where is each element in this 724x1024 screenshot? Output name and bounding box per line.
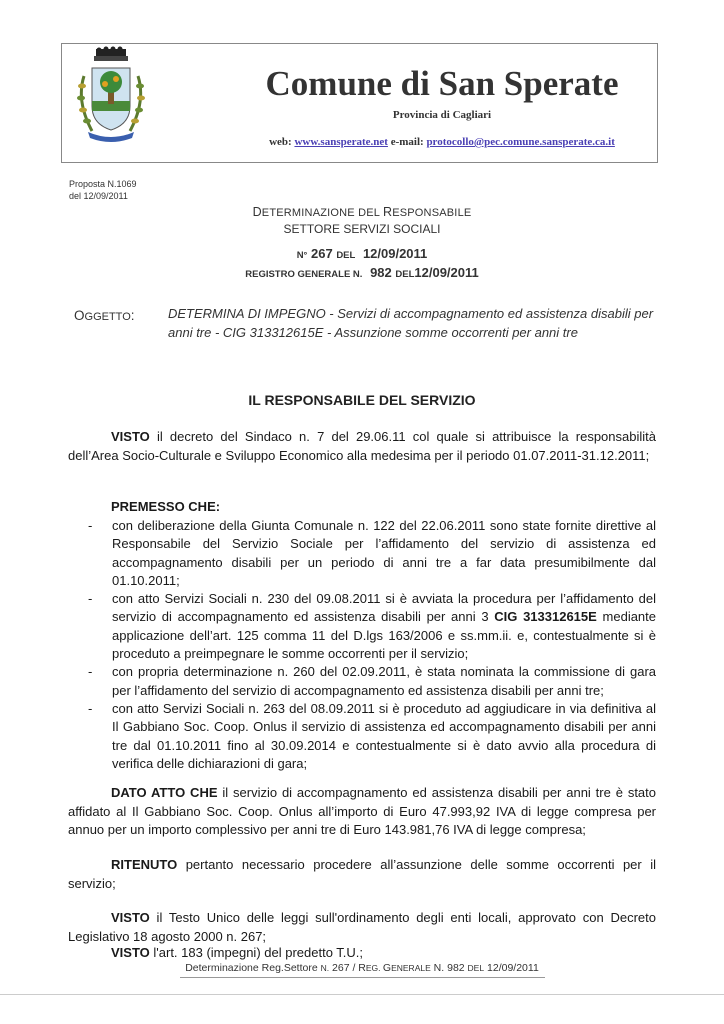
letterhead	[61, 43, 658, 163]
responsabile-heading: IL RESPONSABILE DEL SERVIZIO	[248, 392, 476, 408]
list-item-text: con propria determinazione n. 260 del 02.09.2011, è stata nominata la commissione di gara per l’affidamento del servizio di accompagnamento ed assistenza disabili per anni tre;	[112, 664, 656, 698]
oggetto-colon: :	[130, 308, 135, 323]
footer-part: N. 982	[430, 962, 468, 974]
list-item-text: con atto Servizi Sociali n. 263 del 08.09.2011 si è proceduto ad aggiudicare in via definitiva al Il Gabbiano Soc. Coop. Onlus il servizio di assistenza ed accompagnamento disabili per anni tre dal 01.10.2011 fino al 30.09.2014 e contestualmente si è dato avvio alla procedura di verifica delle dichiarazioni di gara;	[112, 700, 656, 771]
footer-part: Determinazione Reg.Settore	[185, 962, 321, 974]
website-link[interactable]: www.sansperate.net	[294, 136, 388, 148]
det-title-part-2: ESPONSABILE	[392, 207, 472, 219]
visto-text-2: il Testo Unico delle leggi sull'ordinamento degli enti locali, approvato con Decreto Legislativo 18 agosto 2000 n. 267;	[68, 910, 656, 944]
web-label: web:	[269, 136, 292, 148]
list-dash: -	[88, 591, 93, 607]
visto-keyword-3: VISTO	[111, 945, 150, 960]
list-item-text-cont: mediante applicazione dell’art. 125 comma 11 del D.lgs 163/2006 e ss.mm.ii. e, contestualmente si è proceduto a preimpegnare le somme occorrenti per il servizio;	[112, 609, 657, 662]
registro-del-label: DEL	[395, 269, 415, 280]
contacts-line	[232, 136, 652, 148]
footer-part: EG.	[365, 963, 383, 973]
oggetto-label	[74, 308, 135, 323]
list-item-text: con deliberazione della Giunta Comunale n. 122 del 22.06.2011 sono state fornite direttive al Responsabile del Servizio Sociale per l’affidamento del servizio di assistenza ed accompagnamento disabili per un periodo di anni tre a far data presumibilmente dal 01.10.2011;	[112, 518, 656, 588]
determinazione-title	[0, 205, 724, 219]
list-dash: -	[88, 518, 93, 533]
num-date: 12/09/2011	[362, 246, 428, 261]
footer-part: N.	[320, 963, 330, 973]
oggetto-text: DETERMINA DI IMPEGNO - Servizi di accompagnamento ed assistenza disabili per anni tre - CIG 313312615E - Assunzione somme occorrenti per anni tre	[168, 306, 654, 340]
proposta-line-1: Proposta N.1069	[69, 179, 137, 189]
premesso-heading: PREMESSO CHE:	[111, 499, 221, 514]
determinazione-number	[0, 246, 724, 261]
premesso-list	[85, 517, 656, 773]
footer-part: 267 /	[329, 962, 359, 974]
visto-text: il decreto del Sindaco n. 7 del 29.06.11 col quale si attribuisce la responsabilità dell’Area Socio-Culturale e Sviluppo Economico alla medesima per il periodo 01.07.2011-31.12.2011;	[68, 429, 656, 463]
page-footer	[0, 962, 724, 974]
dato-atto-text: il servizio di accompagnamento ed assistenza disabili per anni tre è stato affidato al Il Gabbiano Soc. Coop. Onlus all’importo di Euro 47.993,92 IVA di legge compresa per annuo per un importo complessivo per anni tre di Euro 143.981,76 IVA di legge compresa;	[68, 785, 657, 837]
num-del-label: DEL	[336, 250, 356, 261]
list-item	[85, 590, 656, 663]
page-bottom-divider	[0, 994, 724, 995]
settore-label: SETTORE SERVIZI SOCIALI	[283, 222, 441, 236]
list-item	[85, 700, 656, 773]
visto-decreto-paragraph	[68, 428, 656, 465]
footer-part: G	[382, 962, 392, 974]
registro-number: 982	[370, 265, 392, 280]
oggetto-cap: O	[74, 308, 85, 323]
municipal-crest-icon	[70, 46, 152, 146]
det-title-cap-d: D	[252, 205, 262, 219]
visto-testo-unico-paragraph	[68, 909, 656, 946]
email-label: e-mail:	[390, 136, 424, 148]
ritenuto-paragraph	[68, 856, 656, 893]
footer-part: DEL	[467, 963, 485, 973]
comune-title: Comune di San Sperate	[265, 64, 619, 103]
ritenuto-keyword: RITENUTO	[111, 857, 178, 872]
num-value: 267	[310, 246, 333, 261]
dato-atto-keyword: DATO ATTO CHE	[111, 785, 218, 800]
provincia-label: Provincia di Cagliari	[392, 109, 492, 121]
det-title-part-1: ETERMINAZIONE DEL	[261, 207, 383, 219]
list-item	[85, 663, 656, 700]
oggetto-rest: GGETTO	[84, 311, 131, 323]
list-dash: -	[88, 700, 93, 716]
visto-keyword: VISTO	[111, 429, 150, 444]
footer-divider	[180, 977, 545, 978]
proposta-line-2: del 12/09/2011	[69, 191, 128, 201]
list-item	[85, 517, 656, 590]
registro-date: 12/09/2011	[414, 265, 479, 280]
list-item-text: con atto Servizi Sociali n. 230 del 09.08.2011 si è avviata la procedura per l’affidamento del servizio di accompagnamento ed assistenza disabili per anni 3	[112, 591, 656, 625]
dato-atto-paragraph	[68, 784, 656, 840]
footer-part: ENERALE	[391, 963, 431, 973]
cig-code: CIG 313312615E	[494, 609, 597, 625]
visto-keyword-2: VISTO	[111, 910, 150, 925]
visto-text-3: l'art. 183 (impegni) del predetto T.U.;	[149, 945, 364, 960]
det-title-cap-r: R	[382, 205, 393, 219]
footer-part: R	[358, 962, 366, 974]
ritenuto-text: pertanto necessario procedere all’assunzione delle somme occorrenti per il servizio;	[68, 857, 656, 891]
list-dash: -	[88, 664, 93, 680]
visto-art-183-paragraph	[111, 945, 363, 960]
email-link[interactable]: protocollo@pec.comune.sansperate.ca.it	[426, 136, 615, 148]
proposta-number	[69, 178, 137, 202]
num-prefix: N°	[296, 250, 308, 261]
footer-part: 12/09/2011	[484, 962, 539, 974]
registro-generale	[0, 265, 724, 280]
registro-label: REGISTRO GENERALE N.	[245, 269, 363, 280]
